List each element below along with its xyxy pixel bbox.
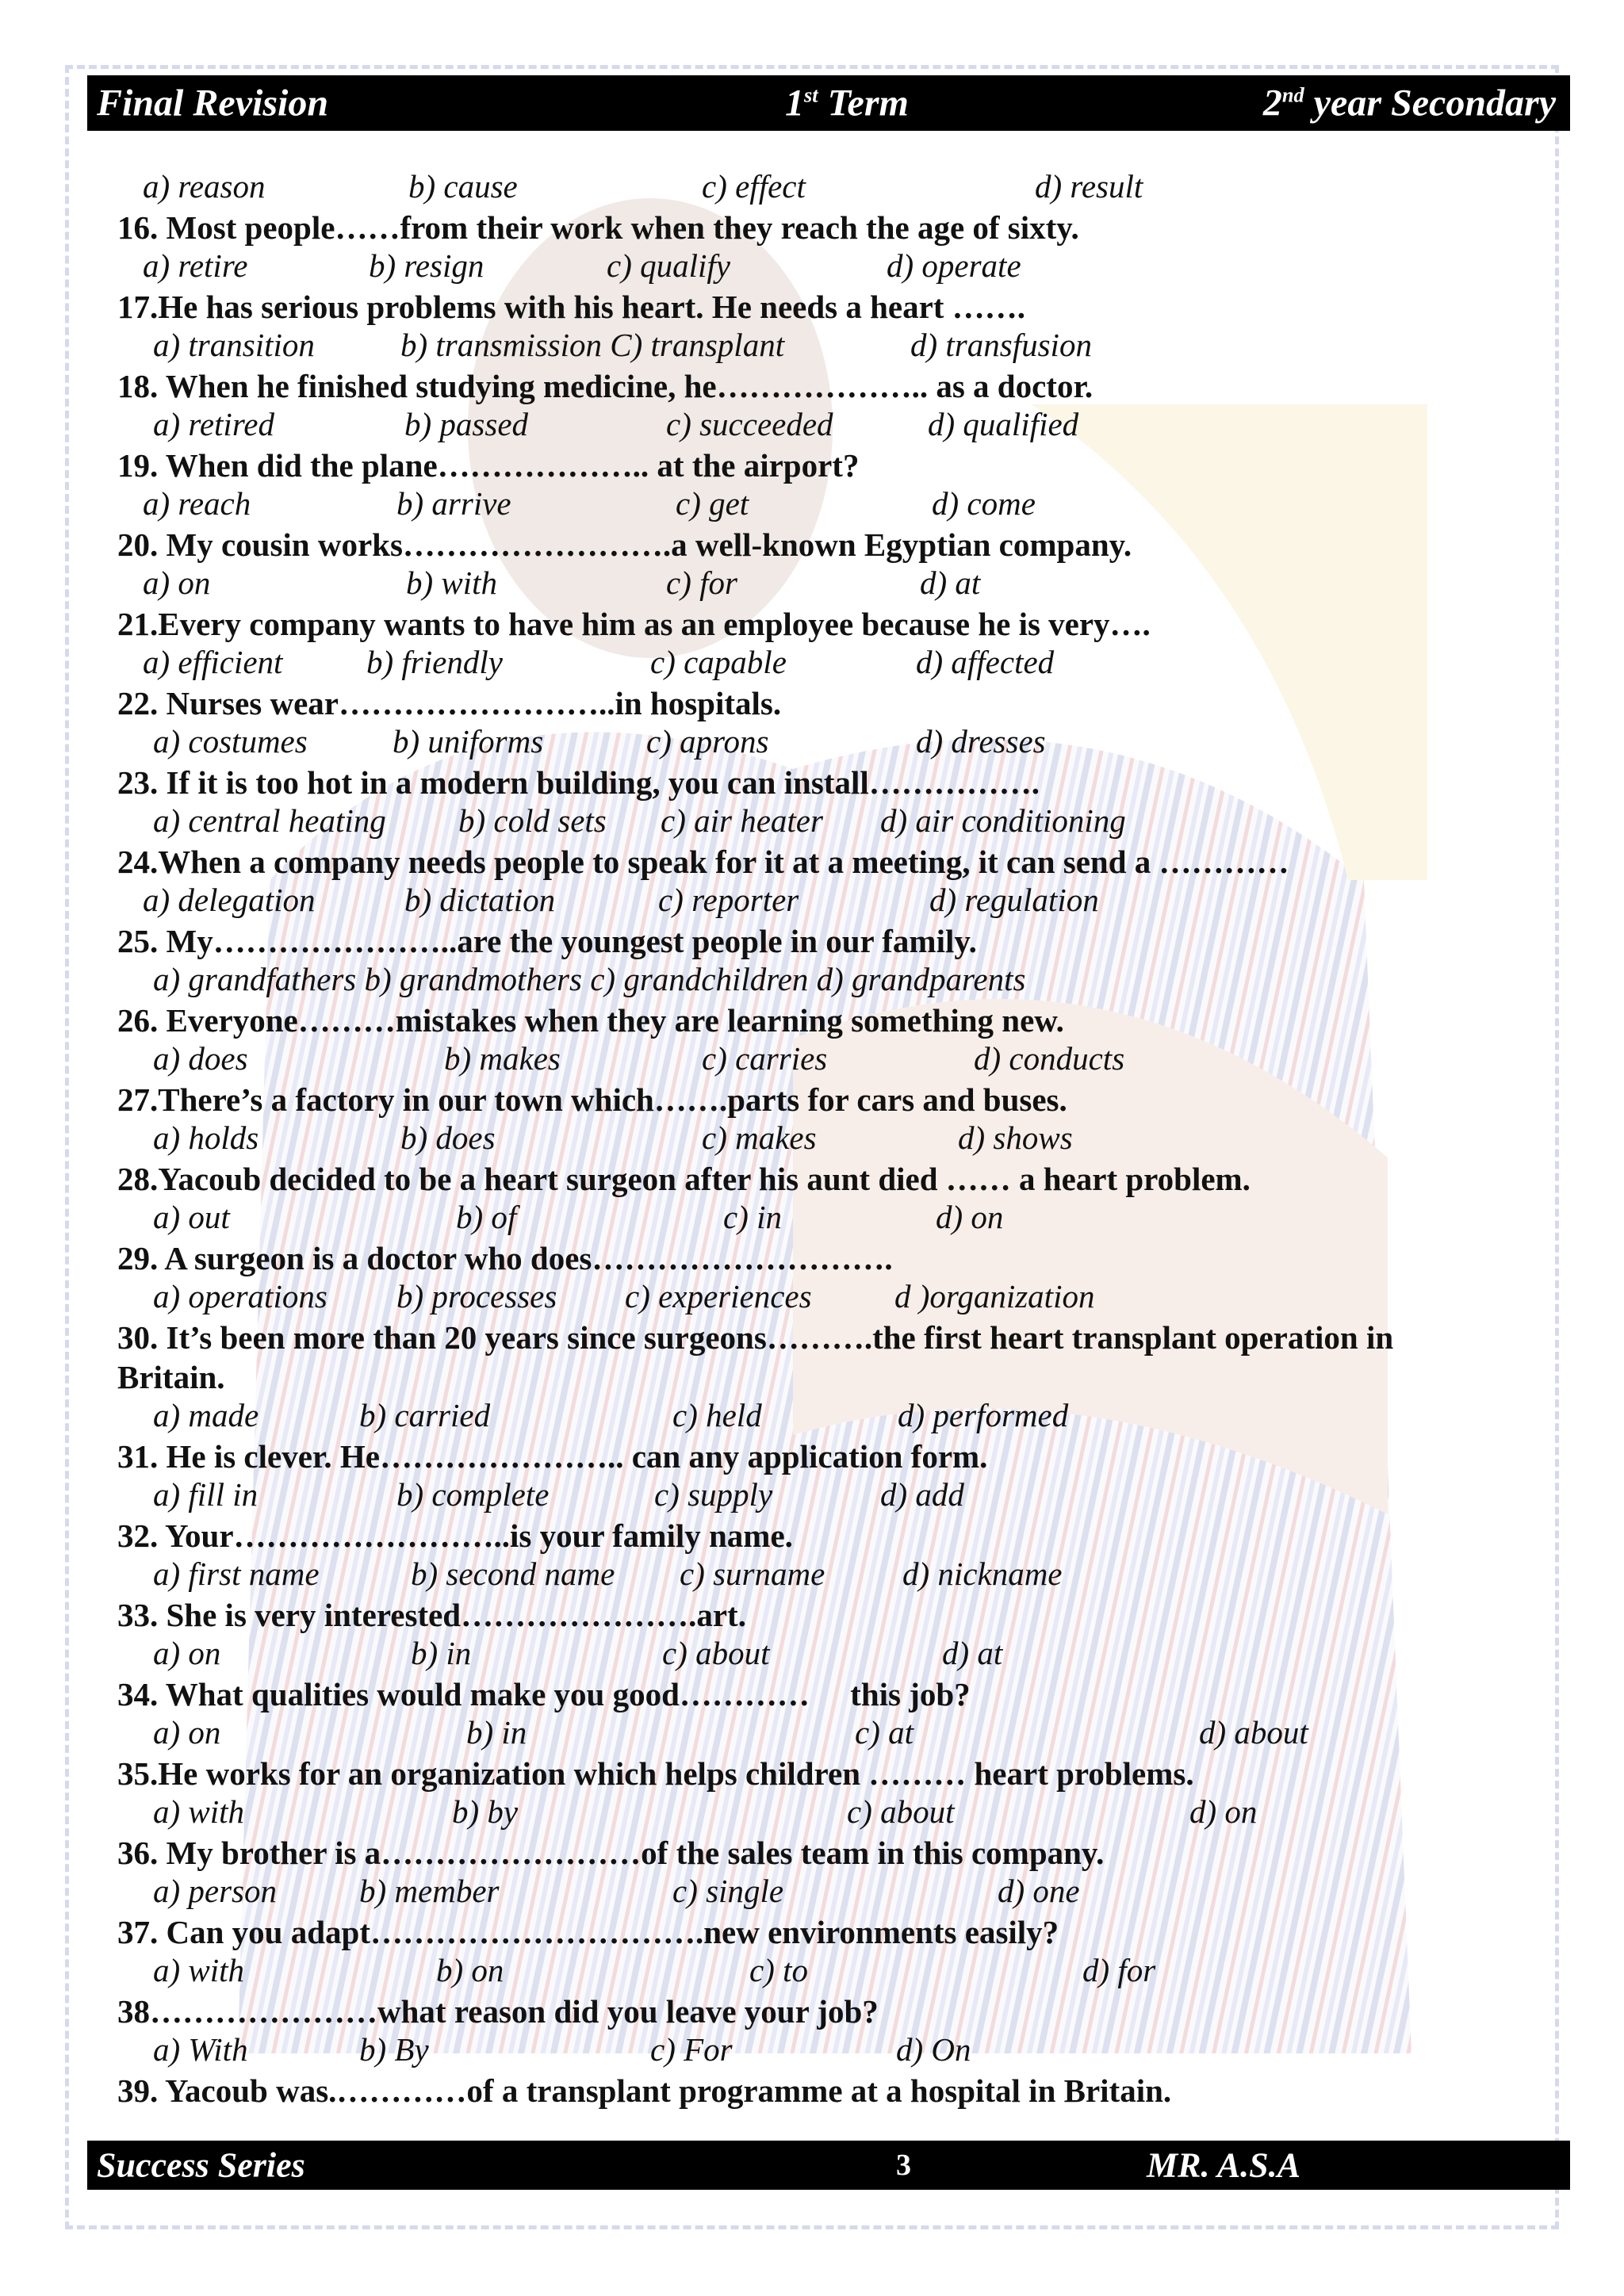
question-17: 17.He has serious problems with his heart. He needs a heart ……. bbox=[117, 289, 1025, 325]
option: d) for bbox=[1082, 1952, 1156, 1988]
option: d) come bbox=[932, 485, 1036, 522]
option: a) delegation bbox=[143, 882, 316, 918]
option: b) cold sets bbox=[458, 802, 607, 839]
option: c) makes bbox=[702, 1119, 817, 1156]
option: a) made bbox=[153, 1397, 259, 1433]
option: d) nickname bbox=[902, 1556, 1063, 1592]
option: a) central heating bbox=[153, 802, 386, 839]
option: a) on bbox=[153, 1714, 221, 1751]
question-23: 23. If it is too hot in a modern building, you can install……………. bbox=[117, 764, 1040, 801]
option: d) about bbox=[1199, 1714, 1308, 1751]
question-33: 33. She is very interested………………….art. bbox=[117, 1597, 746, 1633]
option: a) person bbox=[153, 1873, 278, 1909]
year-superscript: nd bbox=[1281, 82, 1304, 107]
option: c) about bbox=[662, 1635, 770, 1671]
option: d) qualified bbox=[928, 406, 1079, 442]
question-25: 25. My…………………..are the youngest people in our family. bbox=[117, 923, 977, 959]
option: b) friendly bbox=[366, 644, 503, 680]
option: b) with bbox=[406, 564, 498, 601]
question-34-text: 34. What qualities would make you good………… this job? bbox=[117, 1676, 971, 1712]
option: b) transmission C) transplant bbox=[400, 327, 785, 363]
option: c) air heater bbox=[661, 802, 823, 839]
option: a) fill in bbox=[153, 1476, 259, 1513]
term-number: 1 bbox=[785, 82, 804, 124]
option: d) at bbox=[920, 564, 981, 601]
option: c) effect bbox=[702, 168, 806, 205]
question-31: 31. He is clever. He………………….. can any application form. bbox=[117, 1438, 988, 1475]
question-28: 28.Yacoub decided to be a heart surgeon after his aunt died …… a heart problem. bbox=[117, 1161, 1251, 1197]
option: c) For bbox=[650, 2031, 733, 2068]
option: c) for bbox=[666, 564, 737, 601]
question-32: 32. Your……………………..is your family name. bbox=[117, 1517, 793, 1554]
option: b) cause bbox=[408, 168, 518, 205]
option: d) On bbox=[896, 2031, 971, 2068]
option: a) With bbox=[153, 2031, 248, 2068]
option: a) holds bbox=[153, 1119, 259, 1156]
option: d) on bbox=[936, 1199, 1004, 1235]
option: c) held bbox=[672, 1397, 762, 1433]
option: a) reason bbox=[143, 168, 266, 205]
option: d) affected bbox=[916, 644, 1055, 680]
option: d) one bbox=[998, 1873, 1080, 1909]
option: c) capable bbox=[650, 644, 787, 680]
option: b) arrive bbox=[396, 485, 511, 522]
option: a) efficient bbox=[143, 644, 283, 680]
question-36: 36. My brother is a……………………of the sales team in this company. bbox=[117, 1835, 1105, 1871]
question-38: 38…………………what reason did you leave your job? bbox=[117, 1993, 879, 2030]
option: c) qualify bbox=[607, 247, 730, 284]
option: d) regulation bbox=[929, 882, 1099, 918]
year-text: year Secondary bbox=[1313, 82, 1556, 124]
page-header bbox=[87, 75, 1570, 131]
option: b) by bbox=[452, 1793, 519, 1830]
option: a) retire bbox=[143, 247, 248, 284]
option: c) succeeded bbox=[666, 406, 833, 442]
option: b) uniforms bbox=[393, 723, 544, 760]
term-superscript: st bbox=[804, 82, 818, 107]
option: a) reach bbox=[143, 485, 251, 522]
option: c) at bbox=[855, 1714, 914, 1751]
option: a) does bbox=[153, 1040, 248, 1077]
option: c) reporter bbox=[658, 882, 799, 918]
option: c) surname bbox=[680, 1556, 825, 1592]
option: b) second name bbox=[411, 1556, 615, 1592]
option: d) dresses bbox=[916, 723, 1046, 760]
option: c) about bbox=[847, 1793, 955, 1830]
option: c) single bbox=[672, 1873, 784, 1909]
question-35: 35.He works for an organization which helps children ……… heart problems. bbox=[117, 1755, 1194, 1792]
option: b) makes bbox=[444, 1040, 561, 1077]
option: a) out bbox=[153, 1199, 230, 1235]
option: b) resign bbox=[369, 247, 485, 284]
option: d) air conditioning bbox=[880, 802, 1126, 839]
option: c) experiences bbox=[625, 1278, 812, 1314]
page-footer bbox=[87, 2141, 1570, 2190]
question-19: 19. When did the plane……………….. at the airport? bbox=[117, 447, 860, 484]
question-22: 22. Nurses wear……………………..in hospitals. bbox=[117, 685, 782, 721]
option: b) By bbox=[359, 2031, 429, 2068]
option: d) result bbox=[1035, 168, 1143, 205]
header-term bbox=[785, 82, 909, 125]
option: a) with bbox=[153, 1793, 245, 1830]
option: d) operate bbox=[887, 247, 1021, 284]
option: d) performed bbox=[898, 1397, 1069, 1433]
question-18: 18. When he finished studying medicine, he……………….. as a doctor. bbox=[117, 368, 1094, 404]
question-26: 26. Everyone………mistakes when they are learning something new. bbox=[117, 1002, 1064, 1039]
option: d) conducts bbox=[974, 1040, 1125, 1077]
page-number: 3 bbox=[896, 2149, 911, 2182]
option: a) costumes bbox=[153, 723, 308, 760]
option: b) member bbox=[359, 1873, 500, 1909]
footer-series: Success Series bbox=[97, 2145, 305, 2185]
option: a) first name bbox=[153, 1556, 320, 1592]
question-39: 39. Yacoub was.…………of a transplant programme at a hospital in Britain. bbox=[117, 2072, 1172, 2109]
question-21: 21.Every company wants to have him as an employee because he is very…. bbox=[117, 606, 1151, 642]
option: a) operations bbox=[153, 1278, 327, 1314]
option: d) transfusion bbox=[910, 327, 1092, 363]
option: a) transition bbox=[153, 327, 315, 363]
option: a) retired bbox=[153, 406, 274, 442]
option: b) processes bbox=[396, 1278, 557, 1314]
question-20: 20. My cousin works…………………….a well-known Egyptian company. bbox=[117, 526, 1132, 563]
header-title: Final Revision bbox=[97, 82, 329, 124]
question-24: 24.When a company needs people to speak for it at a meeting, it can send a ………… bbox=[117, 844, 1289, 880]
option: c) get bbox=[676, 485, 749, 522]
question-16: 16. Most people……from their work when they reach the age of sixty. bbox=[117, 209, 1079, 246]
option: c) carries bbox=[702, 1040, 828, 1077]
option: d )organization bbox=[894, 1278, 1095, 1314]
question-37: 37. Can you adapt………………………….new environments easily? bbox=[117, 1914, 1059, 1950]
option: d) add bbox=[880, 1476, 964, 1513]
year-number: 2 bbox=[1262, 82, 1282, 124]
option: c) to bbox=[749, 1952, 808, 1988]
option: c) aprons bbox=[646, 723, 769, 760]
option: a) with bbox=[153, 1952, 245, 1988]
option: a) on bbox=[153, 1635, 221, 1671]
question-34 bbox=[117, 1674, 1529, 1714]
option: c) in bbox=[723, 1199, 782, 1235]
option: b) of bbox=[456, 1199, 517, 1235]
question-29: 29. A surgeon is a doctor who does………………………. bbox=[117, 1240, 893, 1276]
option: d) on bbox=[1189, 1793, 1258, 1830]
question-27: 27.There’s a factory in our town which…….parts for cars and buses. bbox=[117, 1081, 1067, 1118]
option: b) in bbox=[411, 1635, 472, 1671]
option: b) on bbox=[436, 1952, 504, 1988]
option: a) on bbox=[143, 564, 211, 601]
footer-author: MR. A.S.A bbox=[1146, 2145, 1300, 2185]
option: b) complete bbox=[396, 1476, 550, 1513]
option: b) does bbox=[400, 1119, 496, 1156]
option: d) at bbox=[942, 1635, 1003, 1671]
option: b) in bbox=[466, 1714, 527, 1751]
option: b) passed bbox=[404, 406, 529, 442]
option: d) shows bbox=[958, 1119, 1073, 1156]
term-word: Term bbox=[827, 82, 909, 124]
option: b) carried bbox=[359, 1397, 491, 1433]
question-30: 30. It’s been more than 20 years since surgeons……….the first heart transplant operation in Britain. bbox=[117, 1319, 1394, 1395]
option: c) supply bbox=[654, 1476, 773, 1513]
header-year bbox=[1263, 82, 1556, 125]
option: a) grandfathers b) grandmothers c) grandchildren d) grandparents bbox=[153, 961, 1026, 997]
option: b) dictation bbox=[404, 882, 556, 918]
